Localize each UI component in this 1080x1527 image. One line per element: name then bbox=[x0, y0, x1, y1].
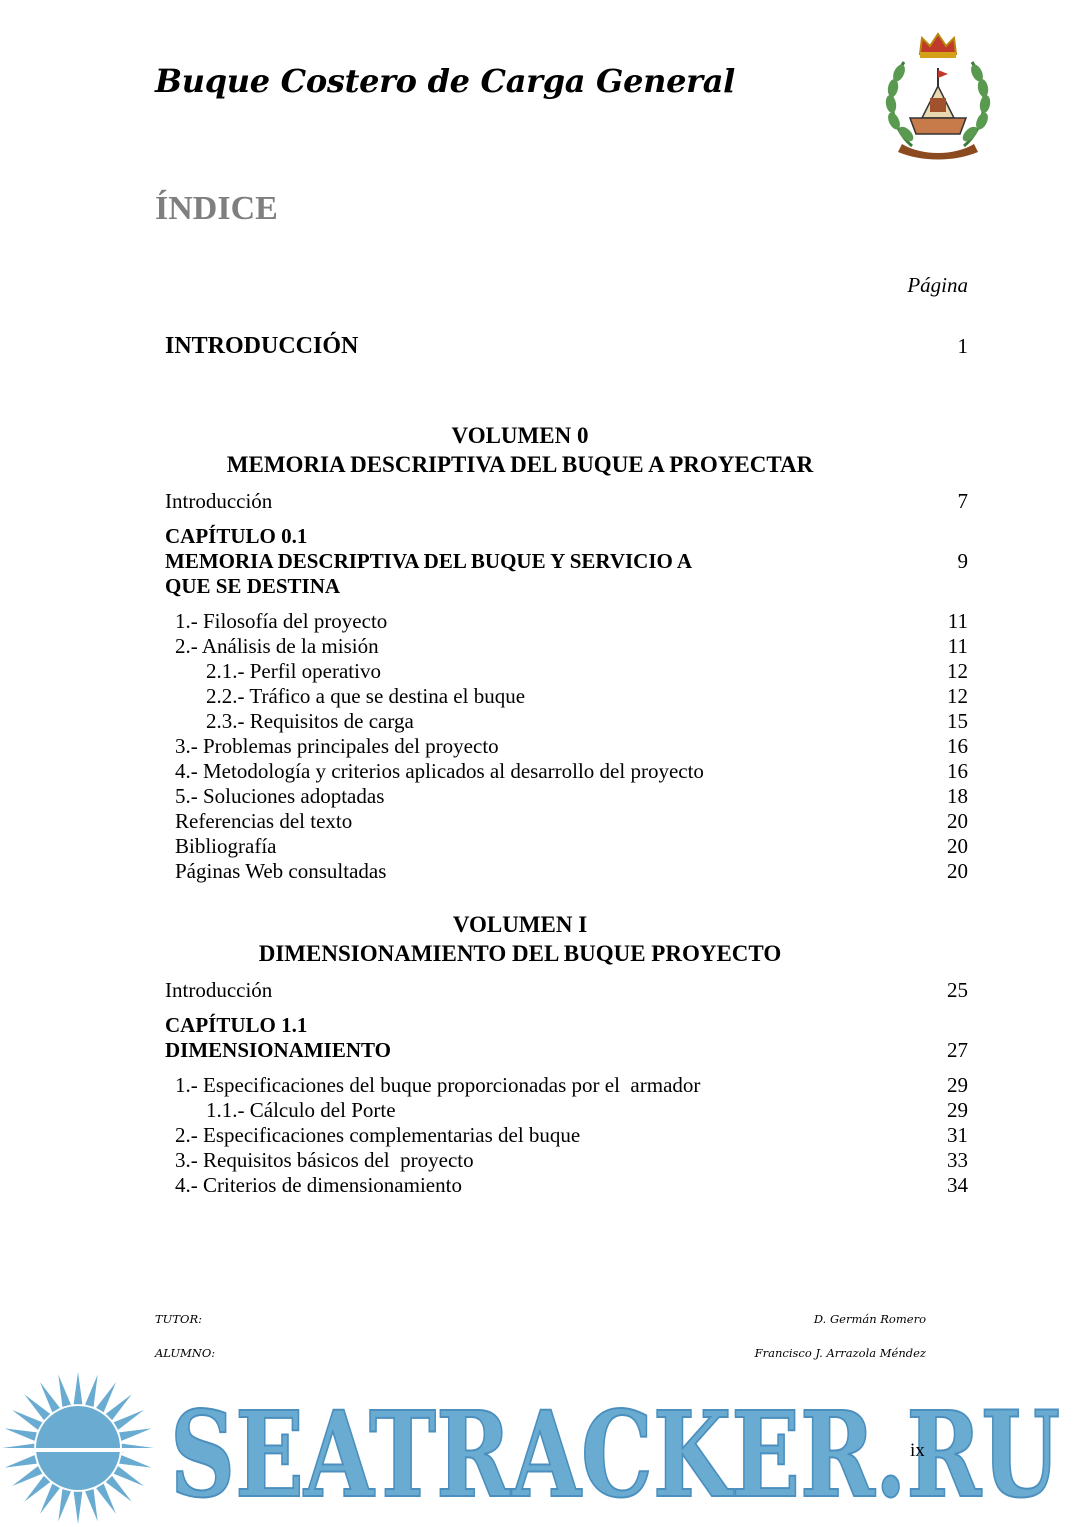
toc-label: 4.- Metodología y criterios aplicados al desarrollo del proyecto bbox=[175, 759, 704, 783]
toc-page: 11 bbox=[947, 634, 968, 658]
toc-entry[interactable] bbox=[165, 783, 968, 809]
toc-volume0-intro[interactable] bbox=[165, 488, 968, 514]
toc-page: 12 bbox=[947, 684, 968, 708]
toc-label: 2.2.- Tráfico a que se destina el buque bbox=[206, 684, 526, 708]
toc-page: 12 bbox=[947, 659, 968, 683]
toc-label: 5.- Soluciones adoptadas bbox=[175, 784, 385, 808]
toc-label: 1.- Filosofía del proyecto bbox=[175, 609, 388, 633]
volume-0-number: VOLUMEN 0 bbox=[451, 423, 589, 448]
toc-page: 20 bbox=[947, 809, 968, 833]
chapter-0-1-number: CAPÍTULO 0.1 bbox=[165, 524, 308, 548]
toc-page: 29 bbox=[947, 1098, 968, 1122]
toc-label: 4.- Criterios de dimensionamiento bbox=[175, 1173, 462, 1197]
document-title: Buque Costero de Carga General bbox=[155, 62, 736, 100]
toc-label: 2.- Especificaciones complementarias del buque bbox=[175, 1123, 581, 1147]
toc-label: Bibliografía bbox=[175, 834, 277, 858]
toc-page: 31 bbox=[947, 1123, 968, 1147]
toc-introduction[interactable] bbox=[165, 333, 968, 359]
toc-entry[interactable] bbox=[165, 858, 968, 884]
volume-0-title: MEMORIA DESCRIPTIVA DEL BUQUE A PROYECTAR bbox=[226, 452, 814, 477]
toc-label: Introducción bbox=[165, 978, 273, 1002]
toc-entry[interactable] bbox=[165, 708, 968, 734]
toc-entry[interactable] bbox=[165, 758, 968, 784]
chapter-1-1-title: DIMENSIONAMIENTO bbox=[165, 1038, 391, 1062]
toc-entry[interactable] bbox=[165, 1172, 968, 1198]
toc-page: 16 bbox=[947, 759, 968, 783]
toc-volume1-intro[interactable] bbox=[165, 977, 968, 1003]
toc-page: 16 bbox=[947, 734, 968, 758]
sun-ray bbox=[114, 1410, 144, 1430]
sun-ray bbox=[5, 1455, 37, 1468]
toc-entry[interactable] bbox=[165, 1147, 968, 1173]
sun-ray bbox=[119, 1428, 151, 1441]
footer-alumno-label: ALUMNO: bbox=[155, 1346, 216, 1360]
toc-page: 11 bbox=[947, 609, 968, 633]
toc-label: 3.- Problemas principales del proyecto bbox=[175, 734, 499, 758]
toc-label: 1.1.- Cálculo del Porte bbox=[206, 1098, 396, 1122]
sun-ray bbox=[58, 1375, 71, 1407]
toc-label: 3.- Requisitos básicos del proyecto bbox=[175, 1148, 474, 1172]
footer-alumno-name: Francisco J. Arrazola Méndez bbox=[754, 1346, 926, 1360]
index-heading: ÍNDICE bbox=[155, 190, 278, 227]
toc-entry[interactable] bbox=[165, 1072, 968, 1098]
toc-entry[interactable] bbox=[165, 733, 968, 759]
toc-entry[interactable] bbox=[165, 683, 968, 709]
page-number: ix bbox=[910, 1440, 925, 1461]
toc-page: 20 bbox=[947, 834, 968, 858]
footer-tutor-label: TUTOR: bbox=[155, 1312, 202, 1326]
toc-chapter-0-1[interactable] bbox=[165, 548, 968, 574]
toc-page: 33 bbox=[947, 1148, 968, 1172]
page-column-label: Página bbox=[907, 273, 968, 297]
toc-entry[interactable] bbox=[165, 1097, 968, 1123]
toc-page: 29 bbox=[947, 1073, 968, 1097]
toc-page: 20 bbox=[947, 859, 968, 883]
sun-horizon bbox=[0, 1448, 170, 1452]
toc-page: 1 bbox=[957, 334, 968, 358]
sun-ray bbox=[114, 1466, 144, 1486]
sun-ray bbox=[74, 1372, 83, 1404]
toc-label: Páginas Web consultadas bbox=[175, 859, 387, 883]
sun-ray bbox=[40, 1484, 60, 1514]
sun-ray bbox=[96, 1484, 116, 1514]
watermark-text: SEATRACKER.RU bbox=[170, 1385, 1060, 1524]
toc-chapter-1-1[interactable] bbox=[165, 1037, 968, 1063]
sun-ray bbox=[40, 1382, 60, 1412]
volume-1-number: VOLUMEN I bbox=[452, 912, 588, 937]
toc-page: 25 bbox=[947, 978, 968, 1002]
sun-ray bbox=[85, 1375, 98, 1407]
sun-ray bbox=[119, 1455, 151, 1468]
toc-label: 2.- Análisis de la misión bbox=[175, 634, 379, 658]
volume-0-heading bbox=[165, 421, 875, 479]
toc-page: 7 bbox=[957, 489, 968, 513]
toc-entry[interactable] bbox=[165, 658, 968, 684]
chapter-0-1-title-cont: QUE SE DESTINA bbox=[165, 574, 341, 598]
volume-1-heading bbox=[165, 910, 875, 968]
toc-entry[interactable] bbox=[165, 633, 968, 659]
sun-ray bbox=[106, 1476, 132, 1502]
toc-label: 1.- Especificaciones del buque proporcionadas por el armador bbox=[175, 1073, 701, 1097]
toc-page: 27 bbox=[947, 1038, 968, 1062]
sun-ray bbox=[12, 1466, 42, 1486]
toc-entry[interactable] bbox=[165, 808, 968, 834]
sun-ray bbox=[12, 1410, 42, 1430]
toc-page: 15 bbox=[947, 709, 968, 733]
toc-entry[interactable] bbox=[165, 608, 968, 634]
sun-ray bbox=[74, 1492, 83, 1524]
toc-page: 18 bbox=[947, 784, 968, 808]
sun-ray bbox=[85, 1489, 98, 1521]
toc-label: Introducción bbox=[165, 489, 273, 513]
crest-logo bbox=[882, 26, 994, 160]
chapter-1-1-number: CAPÍTULO 1.1 bbox=[165, 1013, 308, 1037]
sun-ray bbox=[106, 1394, 132, 1420]
toc-label: Referencias del texto bbox=[175, 809, 353, 833]
toc-label: INTRODUCCIÓN bbox=[165, 333, 359, 359]
toc-entry[interactable] bbox=[165, 1122, 968, 1148]
toc-label: 2.3.- Requisitos de carga bbox=[206, 709, 414, 733]
sun-ray bbox=[24, 1394, 50, 1420]
sun-ray bbox=[96, 1382, 116, 1412]
chapter-0-1-title: MEMORIA DESCRIPTIVA DEL BUQUE Y SERVICIO A bbox=[165, 549, 693, 573]
footer-tutor-name: D. Germán Romero bbox=[813, 1312, 926, 1326]
toc-entry[interactable] bbox=[165, 833, 968, 859]
sun-ray bbox=[24, 1476, 50, 1502]
sun-ray bbox=[58, 1489, 71, 1521]
toc-page: 34 bbox=[947, 1173, 968, 1197]
toc-page: 9 bbox=[957, 549, 968, 573]
volume-1-title: DIMENSIONAMIENTO DEL BUQUE PROYECTO bbox=[258, 941, 782, 966]
sun-ray bbox=[5, 1428, 37, 1441]
toc-label: 2.1.- Perfil operativo bbox=[206, 659, 381, 683]
